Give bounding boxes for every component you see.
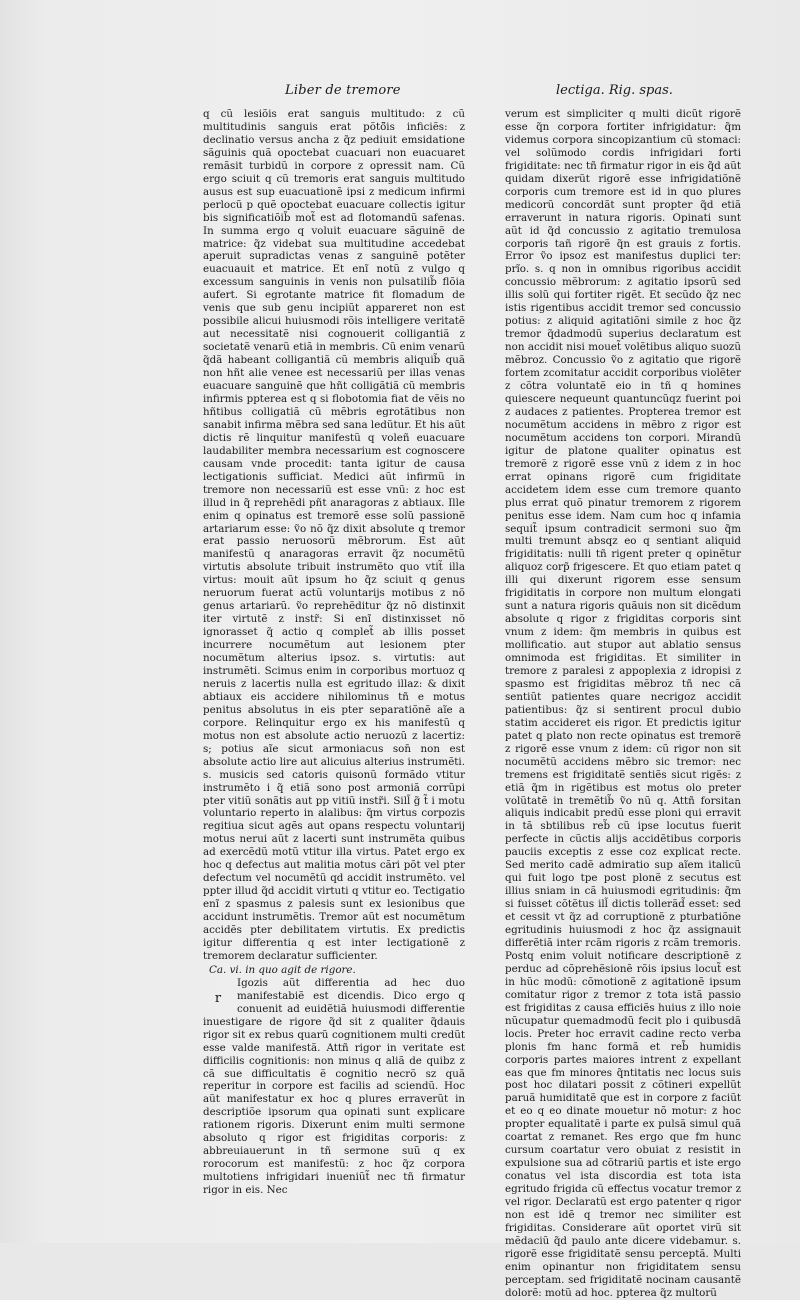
left-paragraph-2: Igozis aũt differentia ad hec duo manifestabiẽ est dicendis. Dico ergo q conuenit ad euidẽtiã huiusmodi differentie inuestigare de rigore q̃d sit z qualiter q̃dauis rigor sit ex rebus quarũ cognitionem multi credũt esse valde manifestã. Attñ rigor in veritate est difficilis cognitionis: non minus q aliã de quibz z cã sue difficultatis ẽ cognitio necrõ sz quã reperitur in corpore est facilis ad sciendũ. Hoc aũt manifestatur ex hoc q plures erraverũt in descriptiõe ipsorum qua opinati sunt explicare rationem rigoris. Dixerunt enim multi sermone absoluto q rigor est frigiditas corporis: z abbreuiauerunt in tñ sermone suũ q ex rorocorum est manifestũ: z hoc q̃z corpora multotiens infrigidari inueniũt̃ nec tñ firmatur rigor in eis. Nec bbox=[203, 976, 465, 1197]
text-column-left bbox=[203, 108, 465, 1197]
running-header-right: lectiga. Rig. spas. bbox=[556, 83, 673, 98]
chapter-heading: Ca. vi. in quo agit de rigore. bbox=[209, 963, 356, 976]
running-header-left: Liber de tremore bbox=[285, 83, 401, 98]
right-paragraph-1: verum est simpliciter q multi dicũt rigorẽ esse q̃n corpora fortiter infrigidatur: q̃m videmus corpora sincopizantium cũ stomaci: vel solũmodo cordis infrigidari forti frigiditate: nec tñ firmatur rigor in eis q̃d aũt quidam dixerũt rigorẽ esse infrigidatiõnẽ corporis cum tremore est id in quo plures medicorũ concordãt sunt propter q̃d etiã erraverunt in natura rigoris. Opinati sunt aũt id q̃d concussio z agitatio tremulosa corporis tañ rigorẽ q̃n est grauis z fortis. Error ṽo ipsoz est manifestus duplici ter: prĩo. s. q non in omnibus rigoribus accidit concussio mẽbrorum: z agitatio ipsorũ sed illis solũ qui fortiter rigẽt. Et secũdo q̃z nec istis rigentibus accidit tremor sed concussio potius: z aliquid agitatiõni simile z hoc q̃z tremor q̃dadmodũ superius declaratum est non accidit nisi mouet̃ volẽtibus aliquo suozũ mẽbroz. Concussio ṽo z agitatio que rigorẽ fortem zcomitatur accidit corporibus violẽter z cõtra voluntatẽ eio in tñ q homines quiescere nequeunt quantuncũqz fuerint poi z audaces z patientes. Propterea tremor est nocumẽtum accidens in mẽbro z rigor est nocumẽtum accidens ton corpori. Mirandũ igitur de platone qualiter opinatus est tremorẽ z rigorẽ esse vnũ z idem z in hoc errat opinans rigorẽ cum frigiditate accidetem idem esse cum tremore quanto plus errat quõ pinatur tremorem z rigorem penitus esse idem. Nam cum hoc q infamia sequit̃ ipsum contradicit sermoni suo q̃m multi tremunt absqz eo q sentiant aliquid frigiditatis: nulli tñ rigent preter q opinẽtur aliquoz corp̃ frigescere. Et quo etiam patet q illi qui dixerunt rigorem esse sensum frigiditatis in corpore non multum elongati sunt a natura rigoris quãuis non sit dicẽdum absolute q rigor z frigiditas corporis sint vnum z idem: q̃m membris in quibus est mollificatio. aut stupor aut ablatio sensus omnimoda est frigiditas. Et similiter in tremore z paralesi z appoplexia z idropisi z spasmo est frigiditas mẽbroz tñ nec cã sentiũt patientes quare necrigoz accidit patientibus: q̃z si sentirent procul dubio statim accideret eis rigor. Et predictis igitur patet q plato non recte opinatus est tremorẽ z rigorẽ esse vnum z idem: cũ rigor non sit nocumẽtũ accidens mẽbro sic tremor: nec tremens est frigiditatẽ sentiẽs sicut rigẽs: z etiã q̃m in rigẽtibus est motus olo preter volũtatẽ in tremẽtib̃ ṽo nũ q. Attñ forsitan aliquis indicabit predũ esse ploni qui erravit in tã sbtilibus reb̃ cũ ipse locutus fuerit perfecte in cũctis alijs accidẽtibus corporis pauciis exceptis z esse coz explicat recte. Sed merito cadẽ admiratio sup aĩem italicũ qui fuit logo tpe post plonẽ z secutus est illius sniam in cã huiusmodi egritudinis: q̃m si fuisset cõtẽtus ill̃ dictis tollerãd̃ esset: sed et cessit vt q̃z ad corruptionẽ z pturbatiõne egritudinis huiusmodi z hoc q̃z assignauit differẽtiã inter rcãm rigoris z rcãm tremoris. Postq enim voluit notificare descriptionẽ z perduc ad cõprehẽsionẽ rõis ipsius locut̃ est in hũc modũ: cõmotionẽ z agitationẽ ipsum comitatur rigor z tremor z tota istã passio est frigiditas z causa efficiẽs huius z illo noie nũcupatur quemadmodũ fecit plo i quibusdã locis. Preter hoc erravit cadine recto verba plonis fm hanc formã et reb̃ humidis corporis partes maiores intrent z expellant eas que fm minores q̃ntitatis nec locus suis post hoc dilatari possit z cõtineri expellũt paruã humiditatẽ que est in corpore z faciũt et eo q eo dinate mouetur nõ motur: z hoc propter equalitatẽ i parte ex pulsã simul quã coartat z remanet. Res ergo que fm hunc cursum coartatur vero obuiat z resistit in expulsione sua ad cõtrariũ partis et iste ergo conatus vel ista discordia est tota ista egritudo frigida cũ effectus vocatur tremor z vel rigor. Declaratũ est ergo patenter q rigor non est idẽ q tremor nec similiter est frigiditas. Considerare aũt oportet virũ sit mẽdaciũ q̃d paulo ante dicere videbamur. s. rigorẽ esse frigiditatẽ sensu perceptã. Multi enim opinantur non frigiditatem sensu perceptam. sed frigiditatẽ nocinam causantẽ dolorẽ: motũ ad hoc. ppterea q̃z multorũ bbox=[505, 108, 741, 1299]
left-paragraph-1: q cũ lesiõis erat sanguis multitudo: z cũ multitudinis sanguis erat põtõ̃is inficiẽs: z declinatio versus ancha z q̃z pediuit emsidatione sãguinis quã opoctebat cuacuari non euacuaret remãsit turbidũ in corpore z opressit nam. Cũ ergo sciuit q cũ tremoris erat sanguis multitudo ausus est sup euacuationẽ ipsi̇ z medicum infirmi perlocũ p quẽ opoctebat euacuare collectis igitur bis significatiõib̃ mot̃ est ad flotomandũ safenas. In summa ergo q voluit euacuare sãguinẽ de matrice: q̃z videbat sua multitudine accedebat aperuit supradictas venas z sanguinẽ potẽter euacuauit et matrice. Et enĩ notũ z vulgo q excessum sanguinis in venis non pulsatilib̃ flõia aufert. Si egrotante matrice fit flomadum de venis que sub genu incipiũt appareret non est possibile alicui huiusmodi rõis intelligere veritatẽ aut necessitatẽ nisi cognouerit colligantiã z societatẽ venarũ etiã in membris. Cũ enim venarũ q̃dã habeant colligantiã cũ membris aliquib̃ quã non hñt alie venee est necessariũ per illas venas euacuare sanguinẽ que hñt colligãtiã cũ membris infirmis ppterea est q si flobotomia fiat de vẽis no hñtibus colligatiã cũ mẽbris egrotãtibus non sanabit infirma mẽbra sed sana ledũtur. Et his aũt dictis rẽ linquitur manifestũ q voleñ euacuare laudabiliter membra necessarium est cognoscere causam vnde procedit: tanta igitur de causa lectigationis sufficiat. Medici aũt infirmũ in tremore non necessariũ est esse vnũ: z hoc est illud in q̃ reprehẽdi pñt anaragoras z abtiaux. Ille enim q opinatus est tremorẽ esse solũ passionẽ artariarum esse: ṽo nõ q̃z dixit absolute q tremor erat passio neruosorũ mẽbrorum. Est aũt manifestũ q anaragoras erravit q̃z nocumẽtũ virtutis absolute tribuit instrumẽto quo vtit̃ illa virtus: mouit aũt ipsum ho q̃z sciuit q genus neruorum fuerat actũ voluntarijs motibus z nõ genus artariarũ. ṽo reprehẽditur q̃z nõ distinxit iter virtutẽ z instr̃: Si enĩ distinxisset nõ ignorasset q̃ actio q complet̃ ab illis posset incurrere nocumẽtum aut lesionem pter nocumẽtum alterius ipsoz. s. virtutis: aut instrumẽti. Scimus enim in corporibus mortuoz q neruis z lacertis nulla est egritudo illaz: & dixit abtiaux eis accidere nihilominus tñ e motus penitus absolutus in eis pter separatiõnẽ aĩe a corpore. Relinquitur ergo ex his manifestũ q motus non est absolute actio neruozũ z lacertiz: s; potius aĩe sicut armoniacus son̄ non est absolute actio lire aut alicuius alterius instrumẽti. s. musicis sed catoris quisonũ formãdo vtitur instrumẽto i q̃ etiã sono post armoniã corrũpi pter vitiũ sonãtis aut pp vitiũ instr̃i. Sill̃ g̃ t̃ i motu voluntario reperto in alalibus: q̃m virtus corpozis regitiua sicut agẽs aut opans respectu voluntarij motus nerui aũt z lacerti sunt instrumẽta quibus ad exercẽdũ motũ vtitur illa virtus. Patet ergo ex hoc q defectus aut malitia motus cãri põt vel pter defectum vel nocumẽtũ qd accidit instrumẽto. vel ppter illud q̃d accidit virtuti q vtitur eo. Tectigatio enĩ z spasmus z palesis sunt ex lesionibus que accidunt instrumẽtis. Tremor aũt est nocumẽtum accidẽs pter debilitatem virtutis. Ex predictis igitur differentia q est inter lectigationẽ z tremorem declaratur sufficienter. bbox=[203, 108, 465, 962]
text-column-right bbox=[505, 108, 741, 1299]
initial-letter: r bbox=[214, 990, 222, 1006]
